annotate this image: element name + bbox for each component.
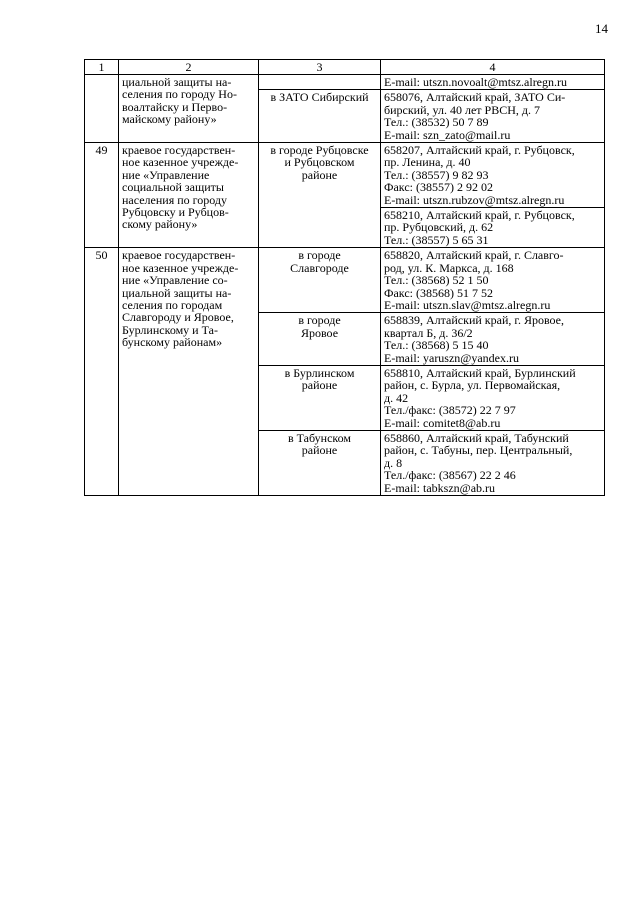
address-line: пр. Ленина, д. 40 bbox=[384, 155, 471, 170]
address-line: пр. Рубцовский, д. 62 bbox=[384, 220, 494, 235]
address-cell bbox=[381, 208, 605, 248]
district-cell bbox=[259, 143, 381, 248]
phone-line: Тел./факс: (38567) 22 2 46 bbox=[384, 468, 516, 483]
org-line: краевое государствен- bbox=[122, 248, 236, 263]
phone-line: Тел./факс: (38572) 22 7 97 bbox=[384, 403, 516, 418]
email-line: E-mail: utszn.slav@mtsz.alregn.ru bbox=[384, 297, 551, 312]
phone-line: Тел.: (38532) 50 7 89 bbox=[384, 115, 489, 130]
header-cell: 3 bbox=[259, 60, 381, 75]
org-line: краевое государствен- bbox=[122, 143, 236, 158]
address-line: 658810, Алтайский край, Бурлинский bbox=[384, 365, 576, 380]
header-cell: 4 bbox=[381, 60, 605, 75]
district-line: в городе Рубцовске bbox=[270, 143, 369, 158]
phone-line: Тел.: (38557) 9 82 93 bbox=[384, 167, 489, 182]
phone-line: Тел.: (38568) 52 1 50 bbox=[384, 273, 489, 288]
district-line: Славгороде bbox=[290, 260, 349, 275]
address-line: 658076, Алтайский край, ЗАТО Си- bbox=[384, 90, 566, 105]
address-cell bbox=[381, 90, 605, 143]
org-line: циальной защиты на- bbox=[122, 285, 232, 300]
phone-line: Тел.: (38568) 5 15 40 bbox=[384, 338, 489, 353]
address-line: д. 42 bbox=[384, 390, 409, 405]
org-line: ное казенное учрежде- bbox=[122, 155, 239, 170]
address-line: 658207, Алтайский край, г. Рубцовск, bbox=[384, 143, 575, 158]
org-line: населения по городу bbox=[122, 192, 228, 207]
row-number-cell bbox=[85, 75, 119, 143]
address-cell bbox=[381, 430, 605, 495]
org-line: ние «Управление bbox=[122, 167, 210, 182]
address-line: 658210, Алтайский край, г. Рубцовск, bbox=[384, 208, 575, 223]
organization-cell bbox=[119, 248, 259, 496]
org-line: скому району» bbox=[122, 217, 198, 232]
header-cell: 2 bbox=[119, 60, 259, 75]
address-line: 658839, Алтайский край, г. Яровое, bbox=[384, 313, 564, 328]
table-row bbox=[85, 75, 605, 90]
org-line: воалтайску и Перво- bbox=[122, 99, 228, 114]
address-line: район, с. Бурла, ул. Первомайская, bbox=[384, 378, 561, 393]
org-line: ное казенное учрежде- bbox=[122, 260, 239, 275]
row-number-cell: 50 bbox=[85, 248, 119, 496]
email-line: E-mail: tabkszn@ab.ru bbox=[384, 480, 496, 495]
email-line: E-mail: comitet8@ab.ru bbox=[384, 415, 501, 430]
address-line: д. 8 bbox=[384, 455, 403, 470]
email-line: E-mail: utszn.rubzov@mtsz.alregn.ru bbox=[384, 192, 565, 207]
table-row bbox=[85, 143, 605, 208]
address-line: 658820, Алтайский край, г. Славго- bbox=[384, 248, 564, 263]
email-line: E-mail: utszn.novoalt@mtsz.alregn.ru bbox=[384, 75, 568, 89]
address-line: квартал Б, д. 36/2 bbox=[384, 325, 473, 340]
address-cell bbox=[381, 365, 605, 430]
org-line: бунскому районам» bbox=[122, 335, 223, 350]
org-line: циальной защиты на- bbox=[122, 75, 232, 89]
org-line: селения по городу Но- bbox=[122, 87, 237, 102]
district-cell bbox=[259, 313, 381, 366]
table-header-row bbox=[85, 60, 605, 75]
org-line: Славгороду и Яровое, bbox=[122, 310, 234, 325]
district-line: в Табунском bbox=[287, 430, 351, 445]
org-line: селения по городам bbox=[122, 297, 223, 312]
district-line: и Рубцовском bbox=[284, 155, 355, 170]
district-line: районе bbox=[301, 443, 338, 458]
address-cell bbox=[381, 248, 605, 313]
address-cell bbox=[381, 313, 605, 366]
organization-cell bbox=[119, 75, 259, 143]
org-line: майскому району» bbox=[122, 112, 217, 127]
district-line: в городе bbox=[298, 248, 341, 263]
email-line: E-mail: yaruszn@yandex.ru bbox=[384, 350, 520, 365]
district-line: районе bbox=[301, 167, 338, 182]
address-cell bbox=[381, 143, 605, 208]
district-cell bbox=[259, 248, 381, 313]
district-cell bbox=[259, 430, 381, 495]
address-line: 658860, Алтайский край, Табунский bbox=[384, 430, 569, 445]
page-number: 14 bbox=[595, 21, 608, 36]
district-cell bbox=[259, 90, 381, 143]
address-line: район, с. Табуны, пер. Центральный, bbox=[384, 443, 573, 458]
district-line: районе bbox=[301, 378, 338, 393]
org-line: Рубцовску и Рубцов- bbox=[122, 205, 229, 220]
address-line: бирский, ул. 40 лет РВСН, д. 7 bbox=[384, 102, 540, 117]
organization-cell bbox=[119, 143, 259, 248]
phone-line: Тел.: (38557) 5 65 31 bbox=[384, 232, 489, 247]
fax-line: Факс: (38557) 2 92 02 bbox=[384, 180, 493, 195]
org-line: Бурлинскому и Та- bbox=[122, 322, 218, 337]
district-line: в ЗАТО Сибирский bbox=[270, 90, 369, 105]
email-line: E-mail: szn_zato@mail.ru bbox=[384, 127, 511, 142]
district-line: в городе bbox=[298, 313, 341, 328]
header-cell: 1 bbox=[85, 60, 119, 75]
district-cell bbox=[259, 365, 381, 430]
district-line: в Бурлинском bbox=[284, 365, 355, 380]
address-cell bbox=[381, 75, 605, 90]
district-line: Яровое bbox=[300, 325, 339, 340]
address-table bbox=[84, 59, 605, 496]
table-row bbox=[85, 248, 605, 313]
org-line: ние «Управление со- bbox=[122, 273, 228, 288]
row-number-cell: 49 bbox=[85, 143, 119, 248]
org-line: социальной защиты bbox=[122, 180, 224, 195]
address-line: род, ул. К. Маркса, д. 168 bbox=[384, 260, 514, 275]
district-cell bbox=[259, 75, 381, 90]
fax-line: Факс: (38568) 51 7 52 bbox=[384, 285, 493, 300]
